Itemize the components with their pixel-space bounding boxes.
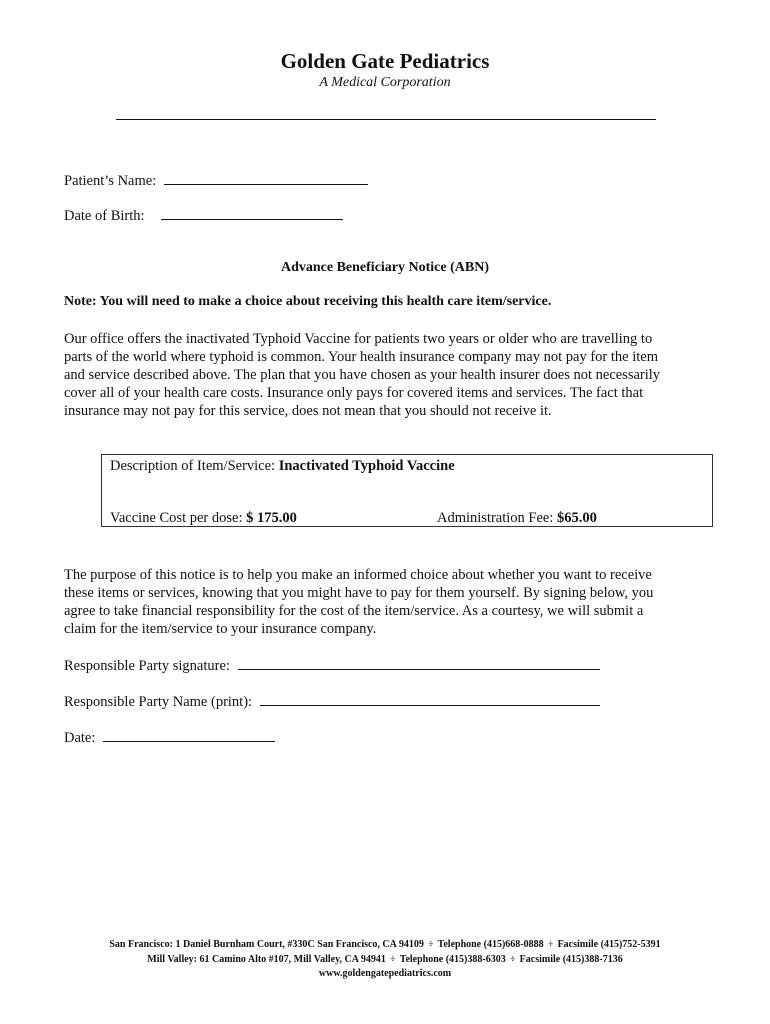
intro-line: insurance may not pay for this service, does not mean that you should not receive it.	[64, 403, 552, 419]
dob-label: Date of Birth:	[64, 208, 145, 224]
print-name-row	[64, 691, 600, 711]
divider-icon: ÷	[510, 954, 516, 964]
intro-line: parts of the world where typhoid is common. Your health insurance company may not pay for the item	[64, 349, 658, 365]
patient-name-label: Patient’s Name:	[64, 173, 157, 189]
footer-mill-valley	[0, 952, 770, 967]
administration-fee	[437, 510, 597, 527]
dob-row	[64, 205, 343, 225]
dob-field[interactable]	[161, 205, 343, 220]
sf-facsimile: Facsimile (415)752-5391	[557, 939, 661, 950]
intro-line: cover all of your health care costs. Insurance only pays for covered items and services. The fact that	[64, 385, 644, 401]
vaccine-cost-label: Vaccine Cost per dose:	[110, 510, 243, 526]
patient-name-row	[64, 170, 368, 190]
footer-san-francisco	[0, 937, 770, 952]
mv-facsimile: Facsimile (415)388-7136	[519, 954, 623, 965]
purpose-line: these items or services, knowing that you might have to pay for them yourself. By signing below, you	[64, 585, 654, 601]
administration-fee-value: $65.00	[557, 510, 597, 526]
practice-subtitle: A Medical Corporation	[319, 75, 451, 90]
mv-address: Mill Valley: 61 Camino Alto #107, Mill Valley, CA 94941	[147, 954, 386, 965]
signature-row	[64, 655, 600, 675]
choice-note: Note: You will need to make a choice about receiving this health care item/service.	[64, 294, 552, 309]
sf-address: San Francisco: 1 Daniel Burnham Court, #330C San Francisco, CA 94109	[109, 939, 424, 950]
purpose-line: claim for the item/service to your insurance company.	[64, 621, 377, 637]
sf-telephone: Telephone (415)668-0888	[437, 939, 544, 950]
date-label: Date:	[64, 730, 96, 746]
mv-telephone: Telephone (415)388-6303	[399, 954, 506, 965]
intro-line: Our office offers the inactivated Typhoid Vaccine for patients two years or older who are travelling to	[64, 331, 653, 347]
purpose-paragraph	[64, 566, 704, 638]
date-field[interactable]	[103, 727, 275, 742]
service-description-label: Description of Item/Service:	[110, 458, 276, 474]
patient-name-field[interactable]	[164, 170, 368, 185]
intro-line: and service described above. The plan that you have chosen as your health insurer does not necessarily	[64, 367, 661, 383]
purpose-line: The purpose of this notice is to help you make an informed choice about whether you want to receive	[64, 567, 652, 583]
date-row	[64, 727, 275, 747]
print-name-label: Responsible Party Name (print):	[64, 694, 253, 710]
footer-contact	[0, 937, 770, 981]
purpose-line: agree to take financial responsibility for the cost of the item/service. As a courtesy, we will submit a	[64, 603, 644, 619]
service-description	[110, 458, 455, 475]
administration-fee-label: Administration Fee:	[437, 510, 554, 526]
intro-paragraph	[64, 330, 704, 420]
divider-icon: ÷	[428, 939, 434, 949]
abn-heading: Advance Beneficiary Notice (ABN)	[280, 260, 489, 275]
service-details-box	[101, 454, 713, 527]
vaccine-cost	[110, 510, 297, 527]
divider-icon: ÷	[548, 939, 554, 949]
print-name-field[interactable]	[260, 691, 600, 706]
signature-field[interactable]	[238, 655, 600, 670]
practice-name: Golden Gate Pediatrics	[280, 49, 490, 73]
divider-icon: ÷	[390, 954, 396, 964]
service-description-value: Inactivated Typhoid Vaccine	[278, 458, 455, 474]
footer-website[interactable]: www.goldengatepediatrics.com	[318, 968, 452, 979]
header-divider	[116, 119, 656, 120]
signature-label: Responsible Party signature:	[64, 658, 230, 674]
vaccine-cost-value: $ 175.00	[246, 510, 297, 526]
